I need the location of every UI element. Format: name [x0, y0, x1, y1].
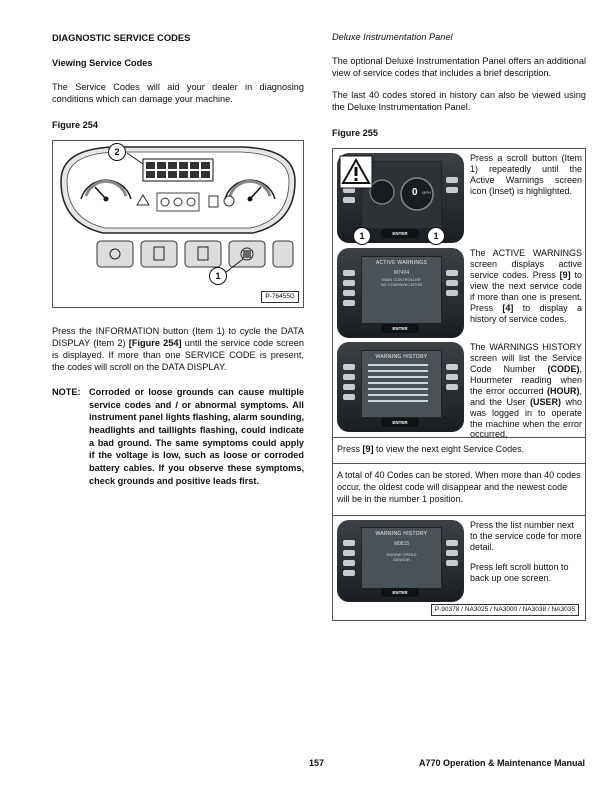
- left-side-button[interactable]: [343, 550, 355, 556]
- left-side-button[interactable]: [343, 540, 355, 546]
- figure-254: [52, 140, 304, 308]
- panel-buttons: [97, 241, 293, 267]
- left-column: [52, 32, 304, 487]
- figure-255: [332, 148, 586, 621]
- manual-title: A770 Operation & Maintenance Manual: [418, 758, 585, 768]
- subsection-heading: Viewing Service Codes: [52, 58, 153, 69]
- note-block: [52, 386, 304, 488]
- left-side-button[interactable]: [343, 270, 355, 276]
- figure-ref: [Figure 254]: [128, 337, 182, 348]
- warning-inset-icon: [339, 155, 373, 189]
- total-codes-text: A total of 40 Codes can be stored. When more than 40 codes occur, the oldest code will disappear and the newest code will be in the number 1 position.: [337, 469, 581, 504]
- left-side-button[interactable]: [343, 280, 355, 286]
- figure-255-code: P-90378 / NA3025 / NA3000 / NA3038 / NA3035: [431, 604, 579, 616]
- active-warnings-screen: ACTIVE WARNINGS M7404 MAIN CONTROLLER NO COMMUNICATION: [361, 256, 442, 324]
- right-side-button[interactable]: [446, 560, 458, 566]
- right-side-button[interactable]: [446, 290, 458, 296]
- data-display: [143, 159, 213, 181]
- right-side-button[interactable]: [446, 540, 458, 546]
- divider: [333, 515, 585, 516]
- right-side-button[interactable]: [446, 374, 458, 380]
- left-side-button[interactable]: [343, 570, 355, 576]
- right-side-button[interactable]: [446, 177, 458, 183]
- callout-1: 1: [209, 267, 227, 285]
- body-paragraph: Press the INFORMATION button (Item 1) to cycle the DATA DISPLAY (Item 2) [Figure 254] until the service code screen is displayed. If more than one SERVICE CODE is present, the codes will scroll on the DATA DISPLAY.: [52, 326, 304, 372]
- panel-history-detail: [337, 520, 464, 602]
- right-column: [332, 32, 586, 621]
- left-side-button[interactable]: [343, 374, 355, 380]
- left-side-button[interactable]: [343, 384, 355, 390]
- callout-2: 2: [108, 143, 126, 161]
- note-label: NOTE:: [52, 386, 81, 397]
- page-number: 157: [309, 758, 325, 768]
- figure-254-code: P-76455G: [261, 291, 299, 303]
- left-side-button[interactable]: [343, 197, 355, 203]
- warning-history-screen: WARNING HISTORY: [361, 350, 442, 418]
- deluxe-paragraph-2: The last 40 codes stored in history can also be viewed using the Deluxe Instrumentation Panel.: [332, 89, 586, 112]
- panel-warning-history: [337, 342, 464, 432]
- speed-unit: MPH: [422, 189, 431, 195]
- desc-history-detail: Press the list number next to the service code for more detail. Press left scroll button to back up one screen.: [470, 519, 582, 583]
- note-text: Corroded or loose grounds can cause multiple service codes and / or abnormal symptoms. All instrument panel lights flashing, alarm sounding, headlights and taillights flashing, could indicate a bad ground. The same symptoms could apply if the voltage is low, such as loose or corroded battery cables. If you observe these symptoms, check grounds and positive leads first.: [89, 386, 304, 486]
- left-side-button[interactable]: [343, 300, 355, 306]
- enter-button[interactable]: ENTER: [381, 588, 419, 597]
- figure-254-label: Figure 254: [52, 120, 98, 131]
- desc-active-warnings: The ACTIVE WARNINGS screen displays active service codes. Press [9] to view the next service code if more than one is present. Press [4] to display a history of service codes.: [470, 247, 582, 324]
- panel-active-warnings: [337, 248, 464, 338]
- desc-warning-history: The WARNINGS HISTORY screen will list the Service Code Number (CODE), Hourmeter reading when the error occurred (HOUR), and the User (USER) who was logged in to operate the machine when the error occurred.: [470, 341, 582, 440]
- right-side-button[interactable]: [446, 187, 458, 193]
- left-side-button[interactable]: [343, 560, 355, 566]
- right-side-button[interactable]: [446, 364, 458, 370]
- left-side-button[interactable]: [343, 364, 355, 370]
- main-screen-display: [361, 161, 442, 229]
- right-side-button[interactable]: [446, 270, 458, 276]
- history-detail-screen: WARNING HISTORY M0815 ENGINE SPEED SENSOR: [361, 527, 442, 589]
- deluxe-paragraph-1: The optional Deluxe Instrumentation Panel offers an additional view of service codes that includes a brief description.: [332, 55, 586, 78]
- right-side-button[interactable]: [446, 280, 458, 286]
- intro-paragraph: The Service Codes will aid your dealer in diagnosing conditions which can damage your machine.: [52, 82, 304, 105]
- deluxe-heading: Deluxe Instrumentation Panel: [332, 32, 453, 42]
- enter-button[interactable]: ENTER: [381, 324, 419, 333]
- right-side-button[interactable]: [446, 384, 458, 390]
- desc-scroll: Press a scroll button (Item 1) repeatedly until the Active Warnings screen icon (Inset) is highlighted.: [470, 152, 582, 196]
- divider: [333, 463, 585, 464]
- instrument-panel-illustration: [53, 141, 303, 307]
- left-side-button[interactable]: [343, 290, 355, 296]
- right-side-button[interactable]: [446, 550, 458, 556]
- enter-button[interactable]: ENTER: [381, 418, 419, 427]
- callout-scroll-right: 1: [427, 227, 445, 245]
- speed-readout: 0: [412, 186, 418, 198]
- divider: [333, 437, 585, 438]
- enter-button[interactable]: ENTER: [381, 229, 419, 238]
- callout-scroll-left: 1: [353, 227, 371, 245]
- history-list-rows: [362, 360, 441, 410]
- section-heading: DIAGNOSTIC SERVICE CODES: [52, 32, 191, 43]
- press-9-text: Press [9] to view the next eight Service Codes.: [337, 443, 525, 454]
- left-side-button[interactable]: [343, 394, 355, 400]
- figure-255-label: Figure 255: [332, 127, 378, 138]
